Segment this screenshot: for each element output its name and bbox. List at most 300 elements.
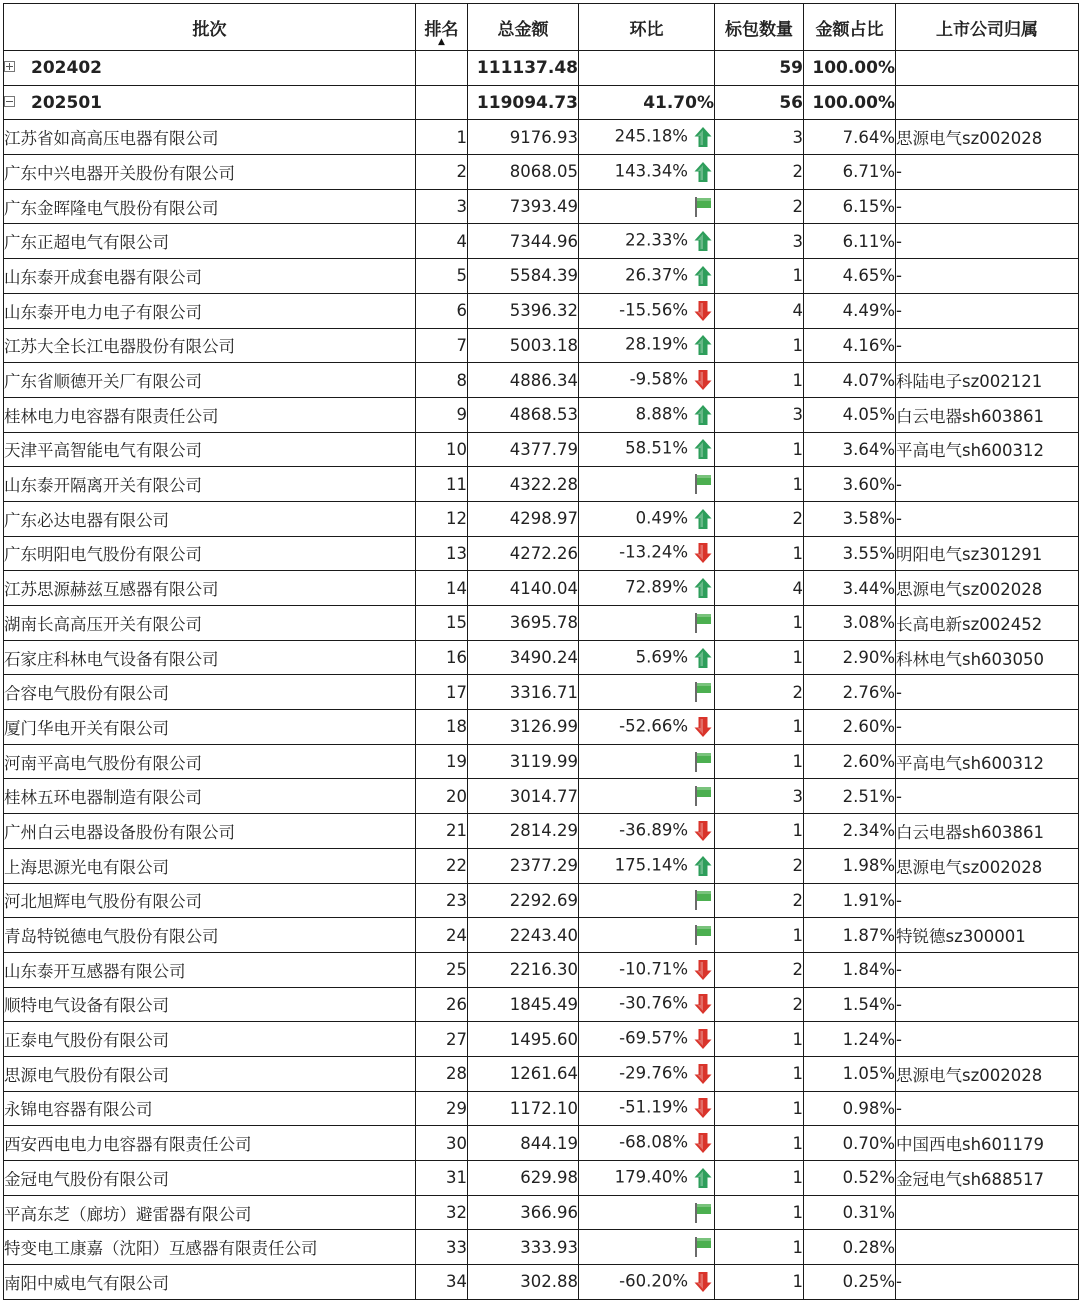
table-row[interactable] <box>4 640 1079 675</box>
flag-icon <box>692 888 714 912</box>
change-value: 72.89% <box>625 577 688 597</box>
total-cell: 9176.93 <box>468 120 579 155</box>
change-cell <box>579 675 715 710</box>
listed-company-cell: 平高电气sh600312 <box>896 432 1079 467</box>
group-listed-cell <box>896 51 1079 86</box>
packages-cell: 2 <box>715 883 804 918</box>
share-cell: 3.08% <box>804 606 896 641</box>
packages-cell: 1 <box>715 259 804 294</box>
change-cell <box>579 606 715 641</box>
table-row[interactable] <box>4 1056 1079 1091</box>
rank-cell: 8 <box>416 363 468 398</box>
change-value: 179.40% <box>614 1167 688 1187</box>
rank-cell: 17 <box>416 675 468 710</box>
total-cell: 4272.26 <box>468 536 579 571</box>
share-cell: 6.11% <box>804 224 896 259</box>
company-name-cell: 合容电气股份有限公司 <box>4 675 416 710</box>
company-name-cell: 湖南长高高压开关有限公司 <box>4 606 416 641</box>
share-cell: 2.60% <box>804 710 896 745</box>
packages-cell: 1 <box>715 1161 804 1196</box>
arrow-up-icon <box>692 576 714 600</box>
rank-cell: 18 <box>416 710 468 745</box>
total-cell: 4322.28 <box>468 467 579 502</box>
share-cell: 3.55% <box>804 536 896 571</box>
listed-company-cell: 平高电气sh600312 <box>896 744 1079 779</box>
arrow-up-icon <box>692 264 714 288</box>
change-cell <box>579 1022 715 1057</box>
change-value: -36.89% <box>619 820 688 840</box>
change-cell <box>579 1091 715 1126</box>
listed-company-cell <box>896 1195 1079 1230</box>
group-row-202402[interactable] <box>4 51 1079 86</box>
listed-company-cell: - <box>896 155 1079 190</box>
header-change[interactable] <box>579 4 715 51</box>
group-packages-cell: 59 <box>715 51 804 86</box>
table-row[interactable] <box>4 675 1079 710</box>
share-cell: 1.87% <box>804 918 896 953</box>
total-cell: 1172.10 <box>468 1091 579 1126</box>
change-value: -51.19% <box>619 1097 688 1117</box>
change-cell <box>579 397 715 432</box>
header-share[interactable] <box>804 4 896 51</box>
packages-cell: 2 <box>715 952 804 987</box>
table-row[interactable] <box>4 606 1079 641</box>
rank-cell: 7 <box>416 328 468 363</box>
arrow-down-icon <box>692 541 714 565</box>
listed-company-cell: 明阳电气sz301291 <box>896 536 1079 571</box>
share-cell: 2.34% <box>804 814 896 849</box>
packages-cell: 3 <box>715 779 804 814</box>
table-row[interactable] <box>4 293 1079 328</box>
company-name-cell: 西安西电电力电容器有限责任公司 <box>4 1126 416 1161</box>
listed-company-cell: 思源电气sz002028 <box>896 120 1079 155</box>
table-row[interactable] <box>4 883 1079 918</box>
table-row[interactable] <box>4 1230 1079 1265</box>
arrow-down-icon <box>692 1096 714 1120</box>
table-row[interactable] <box>4 224 1079 259</box>
change-value: -29.76% <box>619 1063 688 1083</box>
listed-company-cell: - <box>896 501 1079 536</box>
change-value: -9.58% <box>629 369 688 389</box>
packages-cell: 1 <box>715 1265 804 1300</box>
share-cell: 2.90% <box>804 640 896 675</box>
change-cell <box>579 293 715 328</box>
change-value: -30.76% <box>619 993 688 1013</box>
packages-cell: 1 <box>715 744 804 779</box>
share-cell: 4.05% <box>804 397 896 432</box>
rank-cell: 3 <box>416 189 468 224</box>
share-cell: 0.25% <box>804 1265 896 1300</box>
rank-cell: 9 <box>416 397 468 432</box>
total-cell: 4140.04 <box>468 571 579 606</box>
packages-cell: 2 <box>715 675 804 710</box>
packages-cell: 1 <box>715 640 804 675</box>
change-cell <box>579 1195 715 1230</box>
table-row[interactable] <box>4 432 1079 467</box>
table-row[interactable] <box>4 363 1079 398</box>
change-value: 5.69% <box>635 647 688 667</box>
share-cell: 0.52% <box>804 1161 896 1196</box>
company-name-cell: 思源电气股份有限公司 <box>4 1056 416 1091</box>
listed-company-cell: - <box>896 259 1079 294</box>
total-cell: 1261.64 <box>468 1056 579 1091</box>
change-cell <box>579 1265 715 1300</box>
change-value: -10.71% <box>619 959 688 979</box>
arrow-up-icon <box>692 333 714 357</box>
header-row <box>4 4 1079 51</box>
header-share-label: 金额占比 <box>815 19 884 40</box>
rank-cell: 32 <box>416 1195 468 1230</box>
listed-company-cell: 科林电气sh603050 <box>896 640 1079 675</box>
rank-cell: 4 <box>416 224 468 259</box>
listed-company-cell: - <box>896 1265 1079 1300</box>
table-row[interactable] <box>4 1091 1079 1126</box>
change-value: 26.37% <box>625 265 688 285</box>
listed-company-cell: - <box>896 987 1079 1022</box>
header-batch[interactable] <box>4 4 416 51</box>
company-name-cell: 广东金晖隆电气股份有限公司 <box>4 189 416 224</box>
table-row[interactable] <box>4 744 1079 779</box>
flag-icon <box>692 195 714 219</box>
company-name-cell: 桂林五环电器制造有限公司 <box>4 779 416 814</box>
group-batch-label: 202402 <box>31 57 102 78</box>
total-cell: 302.88 <box>468 1265 579 1300</box>
table-row[interactable] <box>4 987 1079 1022</box>
share-cell: 1.91% <box>804 883 896 918</box>
table-row[interactable] <box>4 1161 1079 1196</box>
rank-cell: 11 <box>416 467 468 502</box>
company-name-cell: 江苏思源赫兹互感器有限公司 <box>4 571 416 606</box>
share-cell: 6.15% <box>804 189 896 224</box>
arrow-down-icon <box>692 958 714 982</box>
table-row[interactable] <box>4 259 1079 294</box>
flag-icon <box>692 1235 714 1259</box>
rank-cell: 31 <box>416 1161 468 1196</box>
change-value: 22.33% <box>625 230 688 250</box>
company-name-cell: 石家庄科林电气设备有限公司 <box>4 640 416 675</box>
change-cell <box>579 744 715 779</box>
packages-cell: 4 <box>715 293 804 328</box>
header-rank-label: 排名 <box>424 19 459 40</box>
listed-company-cell: 思源电气sz002028 <box>896 848 1079 883</box>
header-total[interactable] <box>468 4 579 51</box>
table-row[interactable] <box>4 848 1079 883</box>
company-name-cell: 广州白云电器设备股份有限公司 <box>4 814 416 849</box>
total-cell: 7393.49 <box>468 189 579 224</box>
listed-company-cell: 特锐德sz300001 <box>896 918 1079 953</box>
change-value: -60.20% <box>619 1271 688 1291</box>
total-cell: 4377.79 <box>468 432 579 467</box>
packages-cell: 1 <box>715 918 804 953</box>
rank-cell: 1 <box>416 120 468 155</box>
change-value: 143.34% <box>614 161 688 181</box>
change-value: -69.57% <box>619 1028 688 1048</box>
company-name-cell: 永锦电容器有限公司 <box>4 1091 416 1126</box>
listed-company-cell: - <box>896 1022 1079 1057</box>
company-name-cell: 广东必达电器有限公司 <box>4 501 416 536</box>
company-name-cell: 山东泰开互感器有限公司 <box>4 952 416 987</box>
total-cell: 5396.32 <box>468 293 579 328</box>
arrow-down-icon <box>692 1270 714 1294</box>
share-cell: 3.64% <box>804 432 896 467</box>
share-cell: 2.76% <box>804 675 896 710</box>
listed-company-cell: 科陆电子sz002121 <box>896 363 1079 398</box>
group-row-202501[interactable] <box>4 85 1079 120</box>
table-row[interactable] <box>4 328 1079 363</box>
share-cell: 1.84% <box>804 952 896 987</box>
packages-cell: 2 <box>715 987 804 1022</box>
rank-cell: 21 <box>416 814 468 849</box>
total-cell: 7344.96 <box>468 224 579 259</box>
change-value: 58.51% <box>625 438 688 458</box>
share-cell: 1.05% <box>804 1056 896 1091</box>
table-row[interactable] <box>4 1022 1079 1057</box>
rank-cell: 33 <box>416 1230 468 1265</box>
share-cell: 7.64% <box>804 120 896 155</box>
share-cell: 3.44% <box>804 571 896 606</box>
group-batch-cell[interactable] <box>4 85 416 120</box>
change-cell <box>579 987 715 1022</box>
arrow-down-icon <box>692 992 714 1016</box>
rank-cell: 15 <box>416 606 468 641</box>
change-value: 0.49% <box>635 508 688 528</box>
change-value: 8.88% <box>635 404 688 424</box>
arrow-up-icon <box>692 1166 714 1190</box>
change-value: -15.56% <box>619 300 688 320</box>
rank-cell: 22 <box>416 848 468 883</box>
sort-ascending-icon: ▲ <box>438 37 445 47</box>
table-row[interactable] <box>4 501 1079 536</box>
packages-cell: 1 <box>715 606 804 641</box>
listed-company-cell: - <box>896 293 1079 328</box>
group-batch-cell[interactable] <box>4 51 416 86</box>
change-cell <box>579 1126 715 1161</box>
rank-cell: 10 <box>416 432 468 467</box>
arrow-up-icon <box>692 160 714 184</box>
change-cell <box>579 952 715 987</box>
company-name-cell: 江苏大全长江电器股份有限公司 <box>4 328 416 363</box>
rank-cell: 20 <box>416 779 468 814</box>
packages-cell: 1 <box>715 432 804 467</box>
company-name-cell: 山东泰开成套电器有限公司 <box>4 259 416 294</box>
share-cell: 0.31% <box>804 1195 896 1230</box>
share-cell: 3.60% <box>804 467 896 502</box>
table-row[interactable] <box>4 814 1079 849</box>
total-cell: 1495.60 <box>468 1022 579 1057</box>
group-total-cell: 119094.73 <box>468 85 579 120</box>
listed-company-cell: 金冠电气sh688517 <box>896 1161 1079 1196</box>
header-change-label: 环比 <box>629 19 664 40</box>
group-rank-cell <box>416 51 468 86</box>
total-cell: 3490.24 <box>468 640 579 675</box>
change-value: -52.66% <box>619 716 688 736</box>
total-cell: 8068.05 <box>468 155 579 190</box>
change-cell <box>579 467 715 502</box>
table-row[interactable] <box>4 1265 1079 1300</box>
table-row[interactable] <box>4 571 1079 606</box>
table-row[interactable] <box>4 467 1079 502</box>
change-cell <box>579 814 715 849</box>
group-total-cell: 111137.48 <box>468 51 579 86</box>
company-name-cell: 青岛特锐德电气股份有限公司 <box>4 918 416 953</box>
packages-cell: 1 <box>715 1022 804 1057</box>
table-row[interactable] <box>4 120 1079 155</box>
rank-cell: 16 <box>416 640 468 675</box>
arrow-down-icon <box>692 715 714 739</box>
flag-icon <box>692 923 714 947</box>
listed-company-cell: 中国西电sh601179 <box>896 1126 1079 1161</box>
listed-company-cell: - <box>896 883 1079 918</box>
rank-cell: 14 <box>416 571 468 606</box>
total-cell: 2377.29 <box>468 848 579 883</box>
change-cell <box>579 640 715 675</box>
company-name-cell: 河北旭辉电气股份有限公司 <box>4 883 416 918</box>
packages-cell: 3 <box>715 224 804 259</box>
share-cell: 0.28% <box>804 1230 896 1265</box>
table-row[interactable] <box>4 155 1079 190</box>
total-cell: 2216.30 <box>468 952 579 987</box>
group-packages-cell: 56 <box>715 85 804 120</box>
listed-company-cell: 长高电新sz002452 <box>896 606 1079 641</box>
rank-cell: 25 <box>416 952 468 987</box>
pivot-body <box>4 51 1079 1300</box>
header-rank[interactable] <box>416 4 468 51</box>
listed-company-cell: - <box>896 467 1079 502</box>
total-cell: 844.19 <box>468 1126 579 1161</box>
total-cell: 2243.40 <box>468 918 579 953</box>
listed-company-cell: - <box>896 710 1079 745</box>
table-row[interactable] <box>4 536 1079 571</box>
group-rank-cell <box>416 85 468 120</box>
packages-cell: 1 <box>715 1230 804 1265</box>
packages-cell: 4 <box>715 571 804 606</box>
listed-company-cell: - <box>896 675 1079 710</box>
change-cell <box>579 189 715 224</box>
share-cell: 4.65% <box>804 259 896 294</box>
table-row[interactable] <box>4 918 1079 953</box>
company-name-cell: 顺特电气设备有限公司 <box>4 987 416 1022</box>
group-listed-cell <box>896 85 1079 120</box>
header-listed-label: 上市公司归属 <box>936 19 1038 40</box>
total-cell: 4868.53 <box>468 397 579 432</box>
rank-cell: 29 <box>416 1091 468 1126</box>
rank-cell: 24 <box>416 918 468 953</box>
company-name-cell: 广东中兴电器开关股份有限公司 <box>4 155 416 190</box>
total-cell: 333.93 <box>468 1230 579 1265</box>
table-row[interactable] <box>4 1126 1079 1161</box>
packages-cell: 1 <box>715 1091 804 1126</box>
group-change-cell: 41.70% <box>579 85 715 120</box>
table-row[interactable] <box>4 397 1079 432</box>
change-cell <box>579 432 715 467</box>
share-cell: 2.51% <box>804 779 896 814</box>
change-cell <box>579 779 715 814</box>
table-row[interactable] <box>4 189 1079 224</box>
total-cell: 5003.18 <box>468 328 579 363</box>
listed-company-cell: - <box>896 224 1079 259</box>
listed-company-cell: - <box>896 952 1079 987</box>
company-name-cell: 江苏省如高高压电器有限公司 <box>4 120 416 155</box>
listed-company-cell: - <box>896 189 1079 224</box>
expand-icon[interactable] <box>4 61 15 72</box>
change-value: -13.24% <box>619 542 688 562</box>
company-name-cell: 山东泰开电力电子有限公司 <box>4 293 416 328</box>
change-value: 175.14% <box>614 855 688 875</box>
arrow-up-icon <box>692 229 714 253</box>
table-row[interactable] <box>4 952 1079 987</box>
company-name-cell: 上海思源光电有限公司 <box>4 848 416 883</box>
header-packages[interactable] <box>715 4 804 51</box>
arrow-down-icon <box>692 368 714 392</box>
collapse-icon[interactable] <box>4 96 15 107</box>
rank-cell: 34 <box>416 1265 468 1300</box>
arrow-up-icon <box>692 507 714 531</box>
share-cell: 4.16% <box>804 328 896 363</box>
flag-icon <box>692 750 714 774</box>
listed-company-cell: 白云电器sh603861 <box>896 814 1079 849</box>
packages-cell: 1 <box>715 1195 804 1230</box>
change-cell <box>579 536 715 571</box>
arrow-down-icon <box>692 819 714 843</box>
flag-icon <box>692 680 714 704</box>
change-cell <box>579 120 715 155</box>
header-listed[interactable] <box>896 4 1079 51</box>
listed-company-cell: 白云电器sh603861 <box>896 397 1079 432</box>
table-row[interactable] <box>4 779 1079 814</box>
total-cell: 366.96 <box>468 1195 579 1230</box>
packages-cell: 2 <box>715 189 804 224</box>
listed-company-cell: 思源电气sz002028 <box>896 571 1079 606</box>
change-value: 245.18% <box>614 126 688 146</box>
table-row[interactable] <box>4 710 1079 745</box>
arrow-down-icon <box>692 299 714 323</box>
rank-cell: 30 <box>416 1126 468 1161</box>
change-cell <box>579 1056 715 1091</box>
company-name-cell: 南阳中威电气有限公司 <box>4 1265 416 1300</box>
company-name-cell: 广东正超电气有限公司 <box>4 224 416 259</box>
rank-cell: 19 <box>416 744 468 779</box>
arrow-down-icon <box>692 1027 714 1051</box>
change-value: 28.19% <box>625 334 688 354</box>
company-name-cell: 河南平高电气股份有限公司 <box>4 744 416 779</box>
header-batch-label: 批次 <box>192 19 227 40</box>
rank-cell: 12 <box>416 501 468 536</box>
arrow-down-icon <box>692 1131 714 1155</box>
rank-cell: 26 <box>416 987 468 1022</box>
change-cell <box>579 328 715 363</box>
rank-cell: 13 <box>416 536 468 571</box>
share-cell: 0.98% <box>804 1091 896 1126</box>
listed-company-cell: - <box>896 779 1079 814</box>
packages-cell: 1 <box>715 328 804 363</box>
arrow-up-icon <box>692 437 714 461</box>
company-name-cell: 山东泰开隔离开关有限公司 <box>4 467 416 502</box>
share-cell: 4.49% <box>804 293 896 328</box>
arrow-up-icon <box>692 125 714 149</box>
total-cell: 2292.69 <box>468 883 579 918</box>
rank-cell: 23 <box>416 883 468 918</box>
rank-cell: 27 <box>416 1022 468 1057</box>
table-row[interactable] <box>4 1195 1079 1230</box>
change-cell <box>579 1161 715 1196</box>
packages-cell: 1 <box>715 536 804 571</box>
listed-company-cell: 思源电气sz002028 <box>896 1056 1079 1091</box>
change-cell <box>579 848 715 883</box>
company-name-cell: 正泰电气股份有限公司 <box>4 1022 416 1057</box>
packages-cell: 1 <box>715 467 804 502</box>
total-cell: 3126.99 <box>468 710 579 745</box>
arrow-down-icon <box>692 1062 714 1086</box>
